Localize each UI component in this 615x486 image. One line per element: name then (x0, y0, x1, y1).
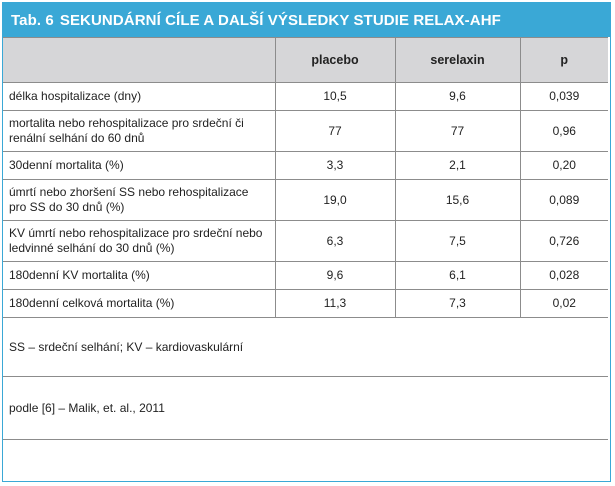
table-title-bar (3, 3, 610, 37)
header-cell-p: p (520, 38, 608, 83)
p-value: 0,028 (520, 262, 608, 290)
footnote-row (3, 318, 608, 377)
table-number: Tab. 6 (11, 11, 54, 29)
placebo-value: 6,3 (275, 221, 395, 262)
table-row (3, 262, 608, 290)
table-row (3, 290, 608, 318)
serelaxin-value: 7,3 (395, 290, 520, 318)
serelaxin-value: 2,1 (395, 152, 520, 180)
source-note: podle [6] – Malik, et. al., 2011 (3, 377, 608, 440)
row-label: délka hospitalizace (dny) (3, 83, 275, 111)
header-cell-label (3, 38, 275, 83)
row-label: KV úmrtí nebo rehospitalizace pro srdeční nebo ledvinné selhání do 30 dnů (%) (3, 221, 275, 262)
row-label: úmrtí nebo zhoršení SS nebo rehospitalizace pro SS do 30 dnů (%) (3, 180, 275, 221)
serelaxin-value: 77 (395, 111, 520, 152)
row-label: 180denní celková mortalita (%) (3, 290, 275, 318)
table-row (3, 152, 608, 180)
placebo-value: 9,6 (275, 262, 395, 290)
placebo-value: 77 (275, 111, 395, 152)
table-title: SEKUNDÁRNÍ CÍLE A DALŠÍ VÝSLEDKY STUDIE RELAX-AHF (59, 11, 501, 29)
header-cell-placebo: placebo (275, 38, 395, 83)
placebo-value: 10,5 (275, 83, 395, 111)
table-row (3, 221, 608, 262)
source-row (3, 377, 608, 440)
p-value: 0,726 (520, 221, 608, 262)
header-cell-serelaxin: serelaxin (395, 38, 520, 83)
p-value: 0,20 (520, 152, 608, 180)
row-label: 180denní KV mortalita (%) (3, 262, 275, 290)
row-label: 30denní mortalita (%) (3, 152, 275, 180)
header-row (3, 38, 608, 83)
p-value: 0,02 (520, 290, 608, 318)
table-row (3, 83, 608, 111)
row-label: mortalita nebo rehospitalizace pro srdeční či renální selhání do 60 dnů (3, 111, 275, 152)
p-value: 0,039 (520, 83, 608, 111)
placebo-value: 11,3 (275, 290, 395, 318)
footnote: SS – srdeční selhání; KV – kardiovaskulární (3, 318, 608, 377)
serelaxin-value: 6,1 (395, 262, 520, 290)
table-row (3, 111, 608, 152)
results-table (3, 37, 608, 440)
p-value: 0,089 (520, 180, 608, 221)
p-value: 0,96 (520, 111, 608, 152)
placebo-value: 19,0 (275, 180, 395, 221)
table-row (3, 180, 608, 221)
serelaxin-value: 9,6 (395, 83, 520, 111)
serelaxin-value: 7,5 (395, 221, 520, 262)
table-figure (2, 2, 611, 482)
placebo-value: 3,3 (275, 152, 395, 180)
serelaxin-value: 15,6 (395, 180, 520, 221)
